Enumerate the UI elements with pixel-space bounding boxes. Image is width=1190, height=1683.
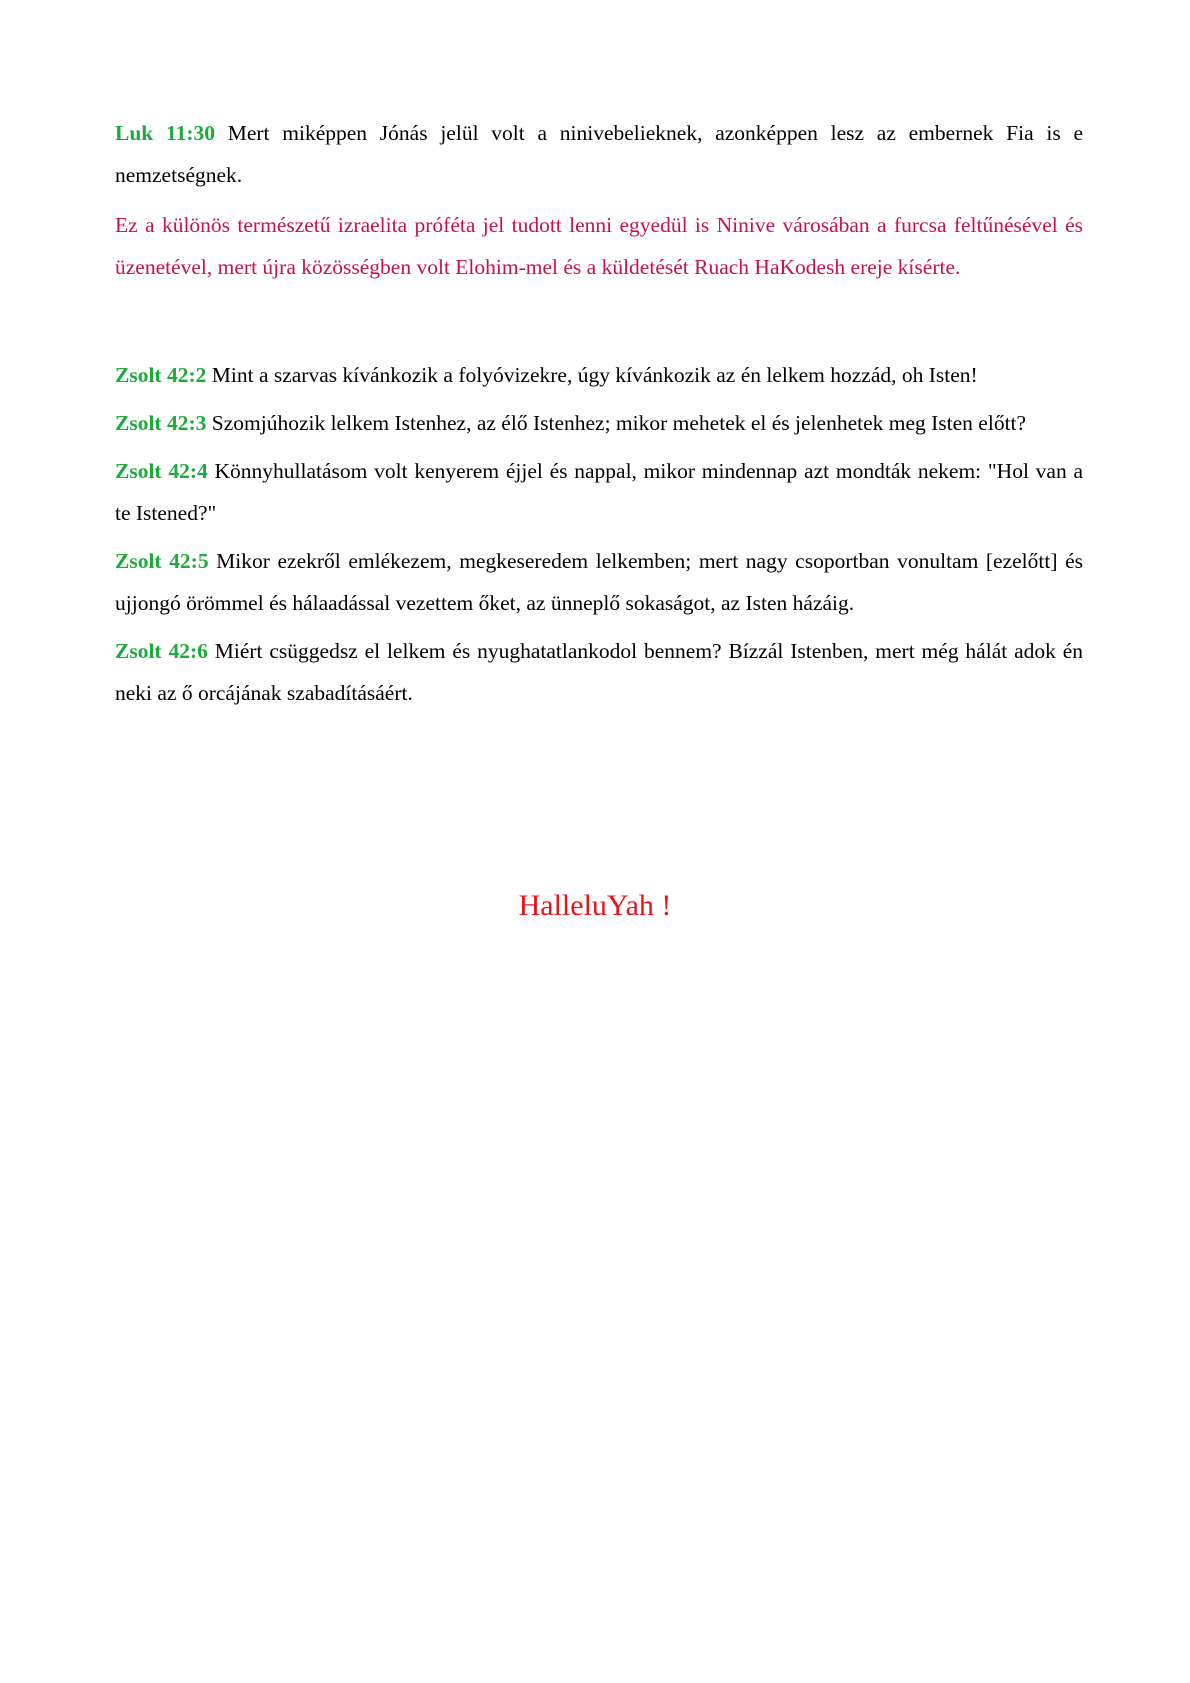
- verse-reference: Zsolt 42:2: [115, 363, 207, 387]
- verse-reference: Zsolt 42:5: [115, 549, 209, 573]
- verse-zsolt-42-5: [115, 540, 1083, 624]
- verse-text: Szomjúhozik lelkem Istenhez, az élő Istenhez; mikor mehetek el és jelenhetek meg Isten előtt?: [206, 411, 1027, 435]
- verse-reference: Zsolt 42:4: [115, 459, 208, 483]
- verse-text: Mikor ezekről emlékezem, megkeseredem lelkemben; mert nagy csoportban vonultam [ezelőtt] és ujjongó örömmel és hálaadással vezettem őket, az ünneplő sokaságot, az Isten házáig.: [115, 549, 1084, 615]
- verse-text: Miért csüggedsz el lelkem és nyughatatlankodol bennem? Bízzál Istenben, mert még hálát adok én neki az ő orcájának szabadításáért.: [115, 639, 1084, 705]
- verse-reference: Zsolt 42:3: [115, 411, 207, 435]
- verse-text: Mint a szarvas kívánkozik a folyóvizekre, úgy kívánkozik az én lelkem hozzád, oh Isten!: [206, 363, 978, 387]
- commentary-paragraph: Ez a különös természetű izraelita próféta jel tudott lenni egyedül is Ninive városában a furcsa feltűnésével és üzenetével, mert újra közösségben volt Elohim-mel és a küldetését Ruach HaKodesh ereje kísérte.: [115, 213, 1083, 279]
- verse-text: Könnyhullatásom volt kenyerem éjjel és nappal, mikor mindennap azt mondták nekem: "Hol van a te Istened?": [115, 459, 1083, 525]
- verse-zsolt-42-2: [115, 354, 1083, 396]
- verse-reference: Zsolt 42:6: [115, 639, 208, 663]
- section-gap: [115, 288, 1083, 354]
- verse-zsolt-42-4: [115, 450, 1083, 534]
- closing-exclamation: HalleluYah !: [518, 889, 672, 922]
- verse-text: Mert miképpen Jónás jelül volt a ninivebelieknek, azonképpen lesz az embernek Fia is e nemzetségnek.: [115, 121, 1083, 187]
- verse-reference: Luk 11:30: [115, 121, 215, 145]
- document-body: [115, 112, 1083, 720]
- verse-luk-11-30: [115, 112, 1083, 196]
- verse-zsolt-42-3: [115, 402, 1083, 444]
- verse-zsolt-42-6: [115, 630, 1083, 714]
